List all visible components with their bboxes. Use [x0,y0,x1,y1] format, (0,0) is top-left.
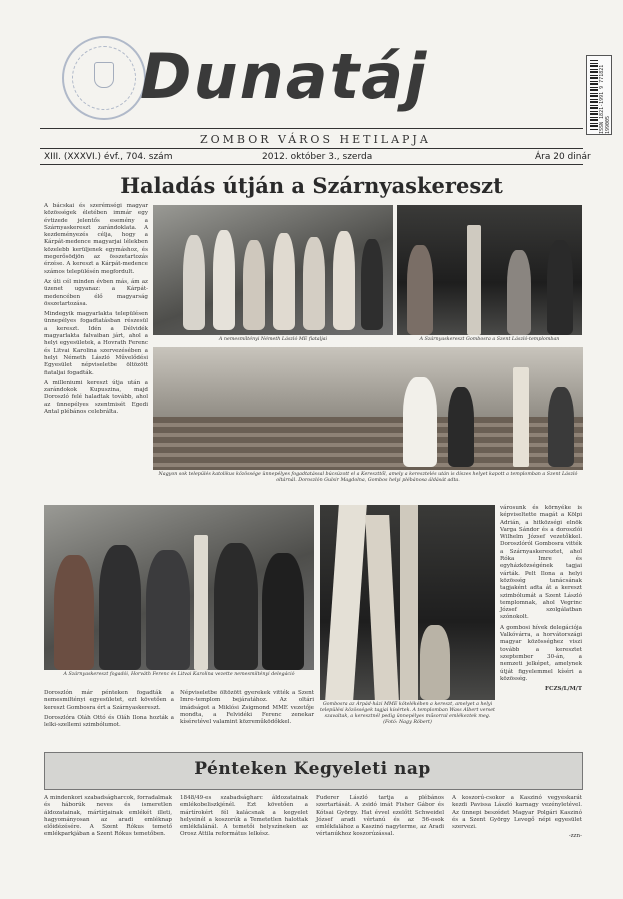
barcode-icon [590,60,598,130]
photo-caption: A Szárnyaskereszt fogadói, Horváth Ferenc és Litvai Karolina vezette nemesmiltényi delegáció [63,672,295,677]
official-stamp [62,36,146,120]
article-column-3 [180,690,314,726]
paragraph: Doroszlón már pénteken fogadták a nemesmiltényi egyesületet, ezt követően a kereszt Gombosra ért a Szárnyaskereszt. [44,690,174,711]
photo-caption: A Szárnyaskereszt Gombosra a Szent László-templomban [419,337,560,342]
photo-caption: A nemesmiltényi Németh László ME fiataljai [218,337,328,342]
photo-cross-ribbons [320,505,495,700]
issn-number: ISSN 1821-1991 9 771821 199005 [599,64,611,134]
article-column-2 [44,690,174,729]
paragraph: A milleniumi kereszt útja után a zarándokok Kupuszina, majd Doroszló felé haladtak tovább, ahol az ünnepélyes szentmisét Egedi Antal plébános celebrálta. [44,379,148,416]
photo-delegation [44,505,314,670]
article-column-1 [44,203,148,416]
paragraph: városunk és környéke is képviseltette magát a Kölpi Adrián, a hitközségi elnök Varga Sándor és a doroszlói Wilhelm József vezetőkkel. Doroszlóról Gombosra vitték a Szárnyaskeresztet, ahol Róka Imre és egyházközségének tagjai várták. Pelt Ilona a helyi közösség tanácsának tagjaként adta át a kereszt szimbólumát a Szent László templomnak, ahol Vegrinc József szolgálatban szónokolt. [500,505,582,621]
photo-folk-dancers [153,205,393,335]
newspaper-subtitle: ZOMBOR VÁROS HETILAPJA [200,133,431,146]
paragraph: A mindenkori szabadságharcok, forradalmak és háborúk neves és ismeretlen áldozatainak, mártírjainak emlékét illeti, hagyományosan az aradi emléknap előidézésére. A Szent Rókus temető emlékparkjában a Szent Rókus temetőben. [44,795,172,838]
article2-signature: -zzn- [568,833,582,840]
photo-church-interior [153,347,583,470]
paragraph: A koszorú-csokor a Kaszinó vegyeskarát kezdi Pavissa László karnagy vezényletével. Az ünnepi beszédet Magyar Polgári Kaszinó és a Szent György Levegő népi egyesület szervezi. [452,795,582,831]
article2-column-2 [180,795,308,839]
newspaper-title: Dunatáj [140,40,429,113]
issue-price: Ára 20 dinár [535,152,591,162]
issue-date: 2012. október 3., szerda [262,152,373,162]
paragraph: 1848/49-es szabadságharc áldozatainak emlékobeliszkjénél. Ezt követően a mártírokért fél kalácsnak a kegyelet helyeinél a koszorúk a Temetetlen halottak emlékfalánál. A temetői helyszíneken az Orosz Attila református lelkész. [180,795,308,838]
paragraph: A bácskai és szerémségi magyar közösségek életében immár egy évtizede jelentős esemény a Szárnyaskereszt zarándoklata. A kezdeményezés célja, hogy a Kárpát-medence magyarjai lélekben közelebb kerüljenek egymáshoz, és megerősödjön az összetartozás érzése. A kereszt a Kárpát-medence számos településén megfordult. [44,203,148,275]
photo-caption: Gombosra az Árpád-házi MME kötelékében a kereszt, amelyet a helyi települési közösségek tagjai kísértek. A templomban Wass Albert verset szavaltak, a keresztnél pedig ünnepélyes műsorral emlékeztek meg. (Fotó: Nagy Róbert) [320,702,495,725]
coat-of-arms-icon [94,62,114,88]
article2-headline: Pénteken Kegyeleti nap [194,759,431,779]
photo-caption: Nagyon sok település katolikus közössége ünnepélyes fogadtatással búcsúzott el a Kereszttől, amely a keresztelés után is díszes helyet kapott a templomban a Szent László oltárnál. Doroszlón Gulsir Magdolna, Gombos helyi plébánosa áldását adta. [158,472,578,483]
photo-church-procession [397,205,582,335]
article2-column-4 [452,795,582,841]
article-headline: Haladás útján a Szárnyaskereszt [120,173,503,198]
paragraph: Doroszlóra Oláh Ottó és Oláh Ilona hozták a lelki-szellemi szimbólumot. [44,714,174,729]
issue-rule-bottom [40,164,583,165]
article-signature: FCZS/L/M/T [545,686,582,693]
article2-column-1 [44,795,172,839]
paragraph: Népviseletbe öltözött gyerekek vitték a Szent Imre-templom bejáratához. Az oltári imádságot a Miklósi Zsigmond MME vezetője mondta, a Felvidéki Ferenc zenekar kíséretével valamint közreműködőkkel. [180,690,314,726]
masthead-rule [40,128,583,129]
issn-barcode [586,55,612,135]
paragraph: Mindegyik magyarlakta településen ünnepélyes fogadtatásban részesül a kereszt. Idén a Délvidék magyarlakta falvaiban járt, ahol a helyi egyesületek, a Hovrath Ferenc és Litvai Karolina szervezésében a helyi Németh László Művelődési Egyesület népviseletbe öltözött fiataljai fogadták. [44,311,148,376]
issue-volume: XIII. (XXXVI.) évf., 704. szám [44,152,173,162]
paragraph: A gombosi hívek delegációja Valkóvárra, a horvátországi magyar közösséghez viszi tovább a keresztet szeptember 30-án, a nemzeti jelképet, amelynek útját figyelemmel kíséri a közösség. [500,624,582,682]
article-column-4 [500,505,582,693]
article2-column-3 [316,795,444,839]
paragraph: Az úti cél minden évben más, ám az üzenet ugyanaz: a Kárpát-medencében élő magyarság összetartozása. [44,278,148,307]
paragraph: Fuderer László tartja a plébános szertartását. A zsidó imát Fisher Gábor és Kótsai György. Hat évvel ezelőtt Schweidel József aradi vértanú és az 56-osok emlékfalához a Kaszinó nagyterme, az Aradi vértanúkhoz koszorúzással. [316,795,444,838]
issue-rule-top [40,148,583,149]
